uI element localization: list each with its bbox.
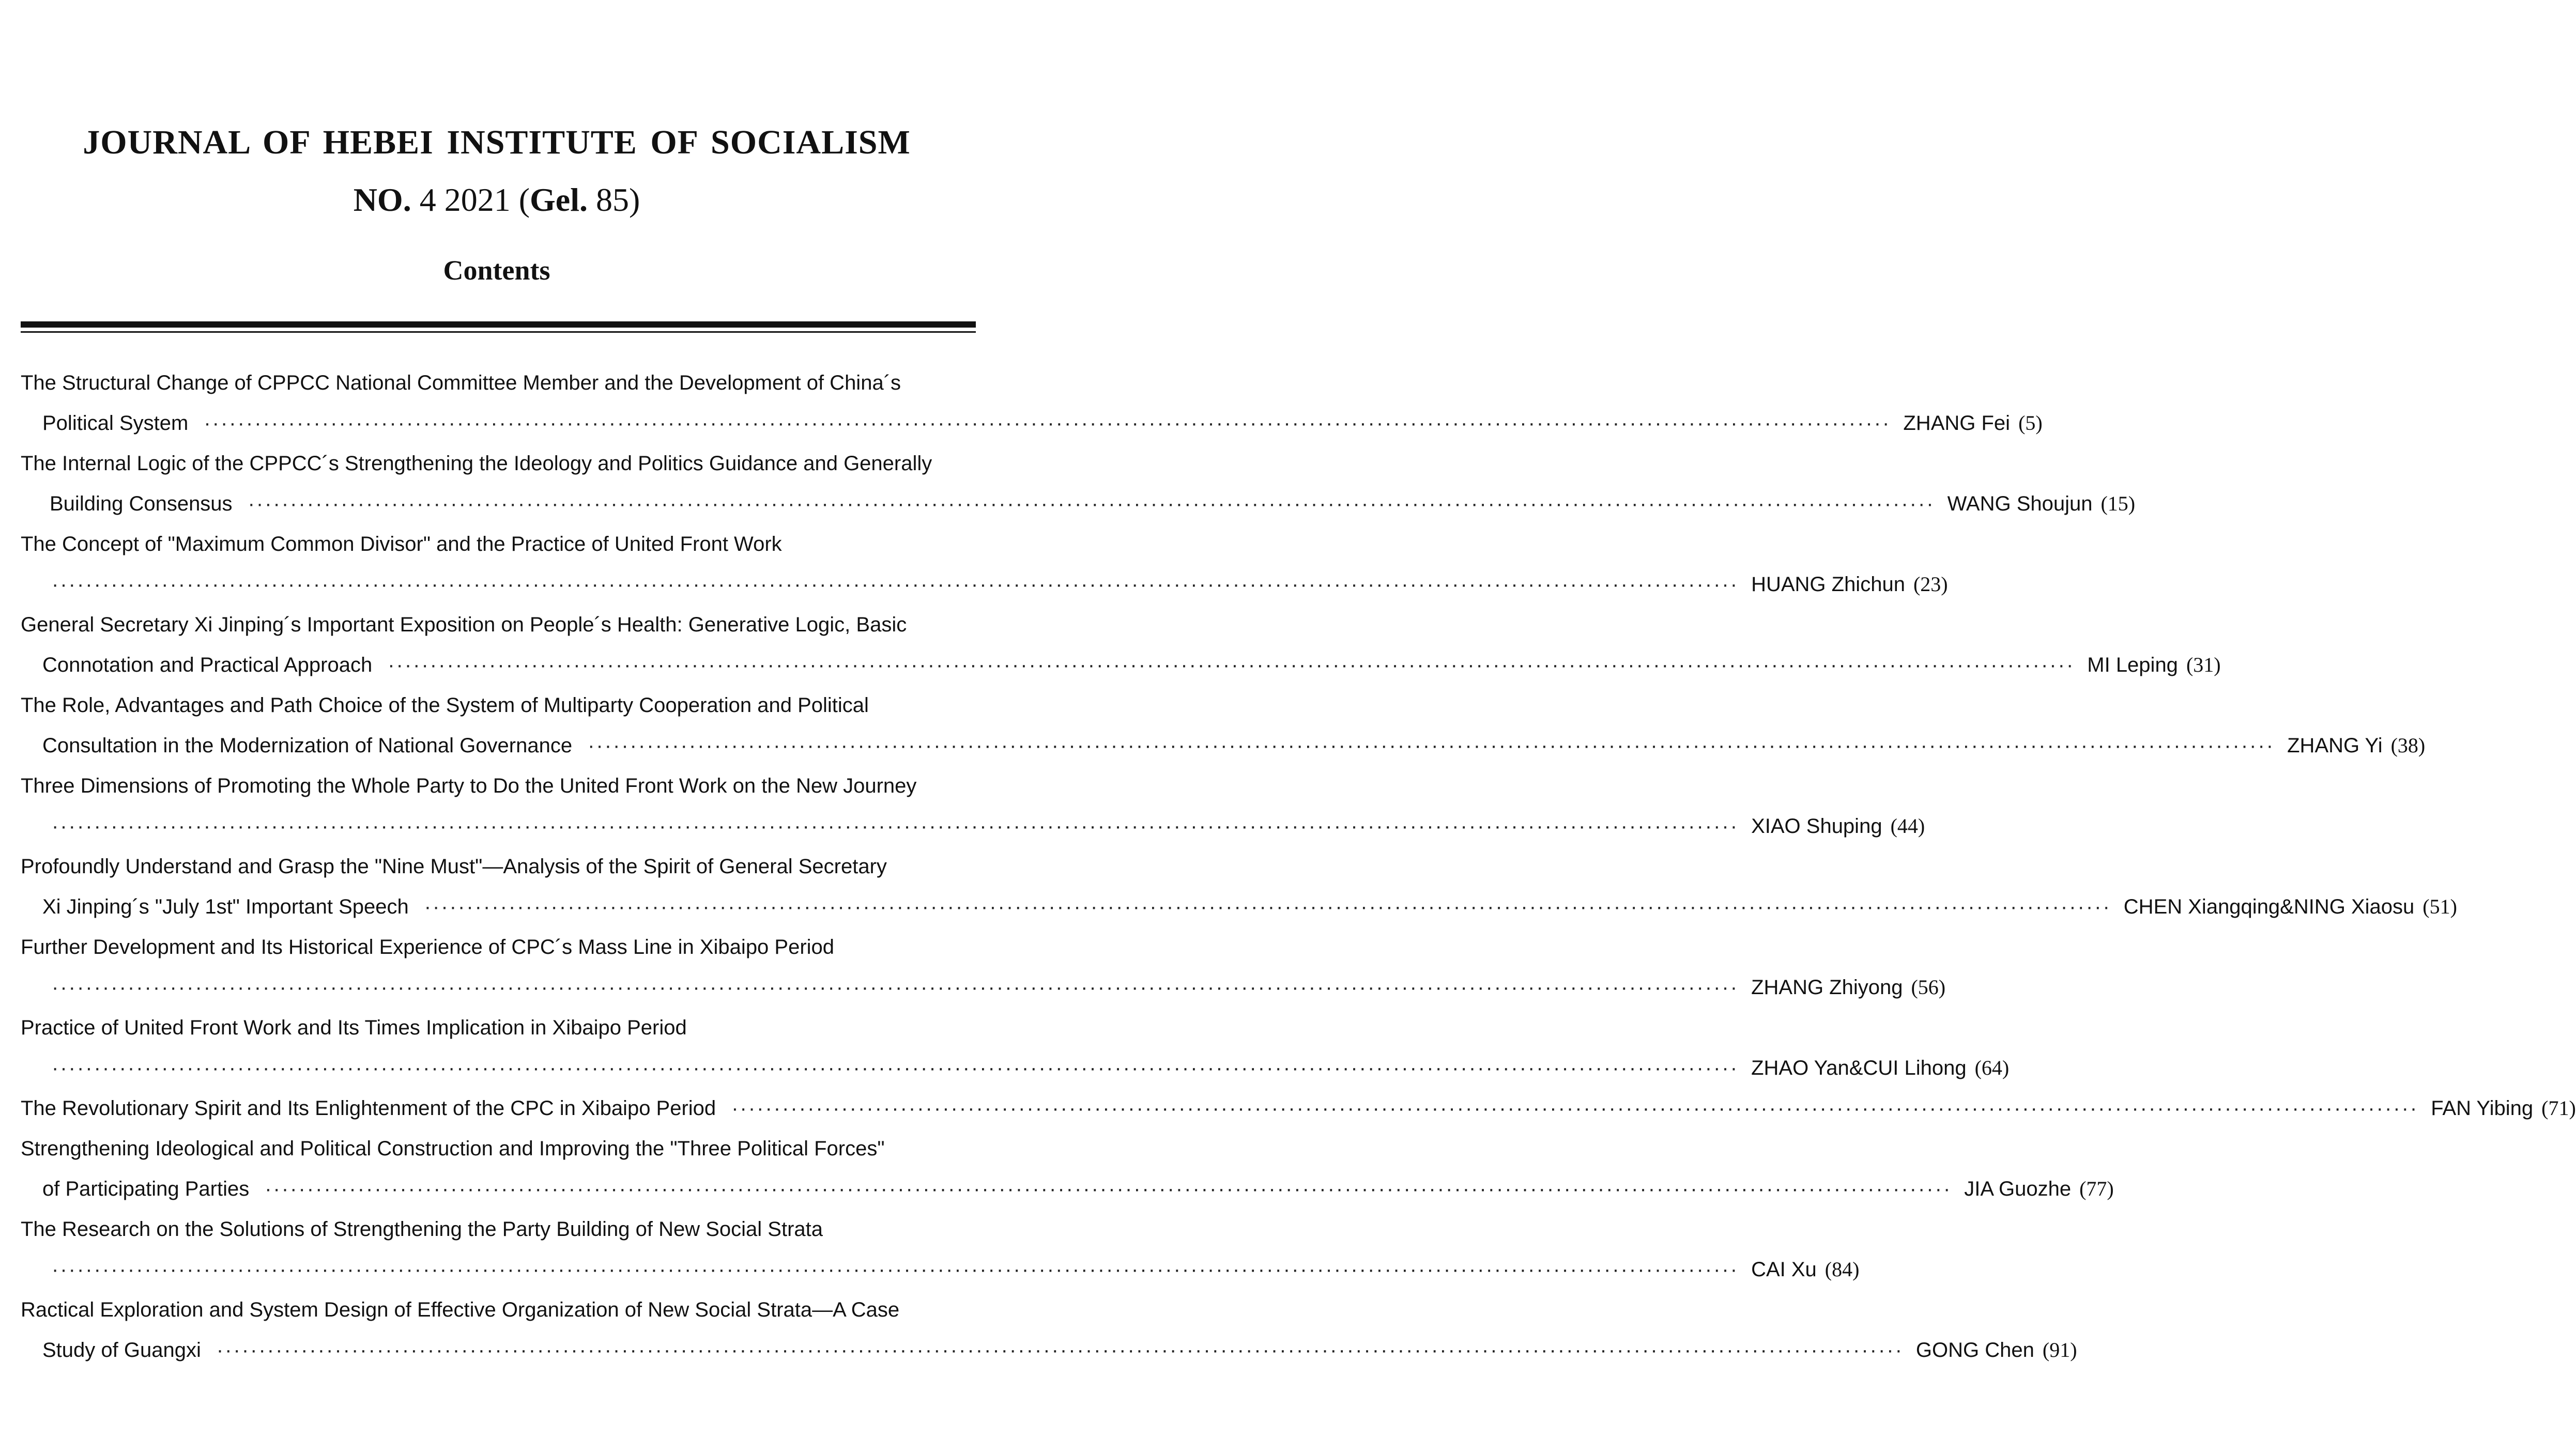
toc-entry-detail-line [21,806,1925,846]
toc-entry-page-number: (44) [1890,814,1925,838]
toc-entry-detail-line [21,484,2136,524]
toc-entry-title: The Research on the Solutions of Strengthening the Party Building of New Social Strata [21,1218,823,1241]
dot-leader: ········································································································································································································ [265,1178,1952,1200]
toc-entry[interactable] [21,927,1946,1008]
toc-entry-author: FAN Yibing [2431,1097,2534,1120]
toc-entry-page-number: (31) [2186,653,2221,676]
dot-leader: ········································································································································································································ [424,895,2111,918]
toc-entry-title: Three Dimensions of Promoting the Whole Party to Do the United Front Work on the New Journey [21,775,917,797]
toc-entry-detail-line [21,1088,2576,1128]
toc-entry-author: ZHAO Yan&CUI Lihong [1751,1057,1967,1079]
table-of-contents [21,363,2576,1370]
toc-entry-page-number: (15) [2100,492,2136,515]
toc-entry-page-number: (64) [1974,1056,2010,1079]
toc-entry-title: Strengthening Ideological and Political Construction and Improving the "Three Political Forces" [21,1137,885,1160]
toc-entry-title: The Concept of "Maximum Common Divisor" and the Practice of United Front Work [21,533,782,555]
toc-entry-title: Practice of United Front Work and Its Times Implication in Xibaipo Period [21,1016,687,1039]
toc-entry-title-continuation: Connotation and Practical Approach [42,654,373,676]
toc-entry-author: ZHANG Zhiyong [1751,976,1903,999]
dot-leader: ········································································································································································································ [248,492,1935,515]
toc-entry[interactable] [21,1088,2576,1128]
gel-close-paren: ) [628,181,640,218]
toc-entry-author: CHEN Xiangqing&NING Xiaosu [2123,895,2415,918]
toc-entry[interactable] [21,605,2221,685]
toc-entry-author: WANG Shoujun [1947,492,2093,515]
toc-entry-detail-line [21,887,2457,927]
toc-entry[interactable] [21,524,1948,605]
dot-leader: ········································································································································································································ [52,815,1739,838]
gel-number: 85 [595,181,629,218]
toc-entry[interactable] [21,685,2426,766]
toc-entry-page-number: (71) [2541,1096,2576,1120]
toc-entry[interactable] [21,1008,2010,1088]
toc-entry[interactable] [21,1128,2114,1209]
toc-entry-detail-line [21,1169,2114,1209]
dot-leader: ········································································································································································································ [52,1057,1739,1079]
toc-entry-title: Further Development and Its Historical Experience of CPC´s Mass Line in Xibaipo Period [21,936,835,958]
toc-entry-detail-line [21,403,2043,443]
toc-entry-detail-line [21,645,2221,685]
toc-entry[interactable] [21,1290,2077,1370]
toc-entry-page-number: (38) [2390,734,2426,757]
toc-entry-title: The Role, Advantages and Path Choice of the System of Multiparty Cooperation and Political [21,694,869,717]
toc-entry-page-number: (23) [1913,572,1948,596]
toc-entry-author: JIA Guozhe [1964,1178,2072,1200]
toc-entry-title: General Secretary Xi Jinping´s Important Exposition on People´s Health: Generative Logic, Basic [21,613,907,636]
toc-entry-detail-line [21,1048,2010,1088]
toc-entry-title: Ractical Exploration and System Design of Effective Organization of New Social Strata—A Case [21,1298,900,1321]
toc-entry-author: GONG Chen [1915,1339,2034,1361]
contents-heading: Contents [443,255,550,286]
toc-entry-detail-line [21,1330,2077,1370]
toc-entry-page-number: (84) [1824,1258,1860,1281]
gel-label: Gel. [530,181,588,218]
journal-title: JOURNAL OF HEBEI INSTITUTE OF SOCIALISM [83,123,911,161]
toc-entry-author: CAI Xu [1751,1258,1817,1281]
toc-entry-title-continuation: of Participating Parties [42,1178,250,1200]
toc-entry-author: ZHANG Yi [2287,734,2383,757]
toc-entry-author: MI Leping [2087,654,2178,676]
toc-entry-detail-line [21,967,1946,1008]
toc-entry-title-continuation: The Revolutionary Spirit and Its Enlightenment of the CPC in Xibaipo Period [21,1097,716,1120]
dot-leader: ········································································································································································································ [388,654,2075,676]
toc-entry[interactable] [21,443,2136,524]
dot-leader: ········································································································································································································ [731,1097,2419,1120]
toc-entry-page-number: (77) [2079,1177,2114,1200]
gel-open-paren: ( [518,181,530,218]
toc-entry-title: The Internal Logic of the CPPCC´s Strengthening the Ideology and Politics Guidance and Generally [21,452,932,475]
dot-leader: ········································································································································································································ [52,976,1739,999]
issue-no-label: NO. [353,181,411,218]
heading-rule-thin [21,331,976,333]
toc-entry-page-number: (5) [2018,411,2043,435]
toc-entry-page-number: (51) [2422,895,2457,918]
toc-entry-author: ZHANG Fei [1903,412,2011,435]
toc-entry[interactable] [21,766,1925,846]
toc-entry-page-number: (56) [1911,976,1946,999]
toc-entry-title: Profoundly Understand and Grasp the "Nine Must"—Analysis of the Spirit of General Secretary [21,855,887,878]
toc-entry-detail-line [21,564,1948,605]
toc-entry-author: XIAO Shuping [1751,815,1882,838]
toc-entry-page-number: (91) [2042,1338,2077,1361]
dot-leader: ········································································································································································································ [52,1258,1739,1281]
toc-entry[interactable] [21,1209,1860,1290]
dot-leader: ········································································································································································································ [52,573,1739,596]
toc-entry-title-continuation: Study of Guangxi [42,1339,201,1361]
toc-entry[interactable] [21,363,2043,443]
issue-number: 4 2021 [419,181,511,218]
toc-entry[interactable] [21,846,2457,927]
toc-entry-title: The Structural Change of CPPCC National Committee Member and the Development of China´s [21,372,901,394]
toc-entry-title-continuation: Political System [42,412,189,435]
dot-leader: ········································································································································································································ [588,734,2275,757]
dot-leader: ········································································································································································································ [204,412,1891,435]
toc-entry-title-continuation: Xi Jinping´s "July 1st" Important Speech [42,895,409,918]
toc-entry-detail-line [21,1249,1860,1290]
toc-entry-detail-line [21,725,2426,766]
issue-line [0,181,993,219]
dot-leader: ········································································································································································································ [216,1339,1904,1361]
heading-rule-thick [21,321,976,328]
toc-entry-author: HUANG Zhichun [1751,573,1905,596]
toc-entry-title-continuation: Consultation in the Modernization of National Governance [42,734,573,757]
toc-entry-title-continuation: Building Consensus [50,492,233,515]
